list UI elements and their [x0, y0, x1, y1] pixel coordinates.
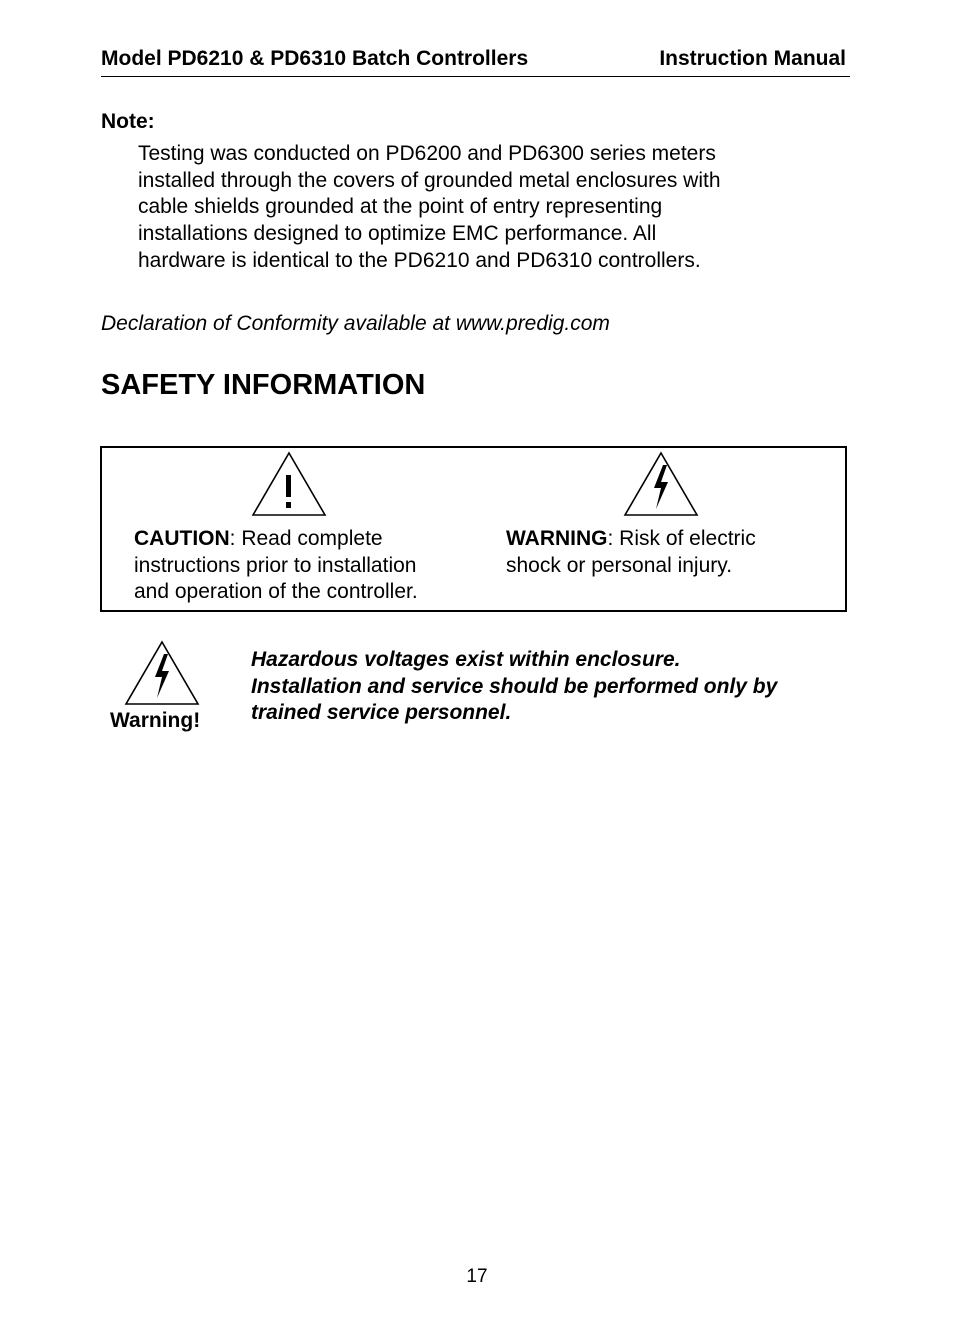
note-line: hardware is identical to the PD6210 and PD6310 controllers.: [138, 248, 701, 272]
hazard-line: Installation and service should be performed only by: [251, 674, 778, 698]
warning-text: [506, 526, 756, 579]
page-number: 17: [466, 1266, 488, 1287]
note-line: installations designed to optimize EMC performance. All: [138, 222, 657, 246]
lightning-triangle-icon: [623, 451, 699, 517]
note-label: Note:: [101, 110, 155, 133]
caution-line-3: and operation of the controller.: [134, 580, 418, 603]
note-line: installed through the covers of grounded metal enclosures with: [138, 168, 721, 192]
note-line: cable shields grounded at the point of entry representing: [138, 195, 663, 219]
exclamation-triangle-icon: [251, 451, 327, 517]
note-line: Testing was conducted on PD6200 and PD6300 series meters: [138, 142, 716, 165]
header-manual-title: Instruction Manual: [659, 47, 846, 70]
hazard-icon-wrap: [124, 640, 200, 708]
note-body: [138, 141, 838, 275]
warning-line-2: shock or personal injury.: [506, 553, 733, 577]
running-header: [101, 46, 850, 77]
declaration-of-conformity: Declaration of Conformity available at www.predig.com: [101, 312, 610, 335]
caution-text: [134, 526, 418, 606]
lightning-triangle-icon: [124, 640, 200, 706]
header-model-title: Model PD6210 & PD6310 Batch Controllers: [101, 47, 529, 70]
warning-icon-label: Warning!: [110, 709, 201, 732]
caution-line-2: instructions prior to installation: [134, 553, 417, 577]
safety-heading: SAFETY INFORMATION: [101, 369, 426, 401]
warning-keyword: WARNING: [506, 527, 608, 550]
safety-box: [100, 446, 847, 612]
caution-line-1: : Read complete: [229, 527, 383, 550]
caution-keyword: CAUTION: [134, 527, 230, 550]
hazard-line: trained service personnel.: [251, 701, 512, 724]
warning-line-1: : Risk of electric: [607, 527, 756, 550]
hazard-line: Hazardous voltages exist within enclosure.: [251, 648, 681, 671]
hazard-statement: [251, 647, 851, 727]
